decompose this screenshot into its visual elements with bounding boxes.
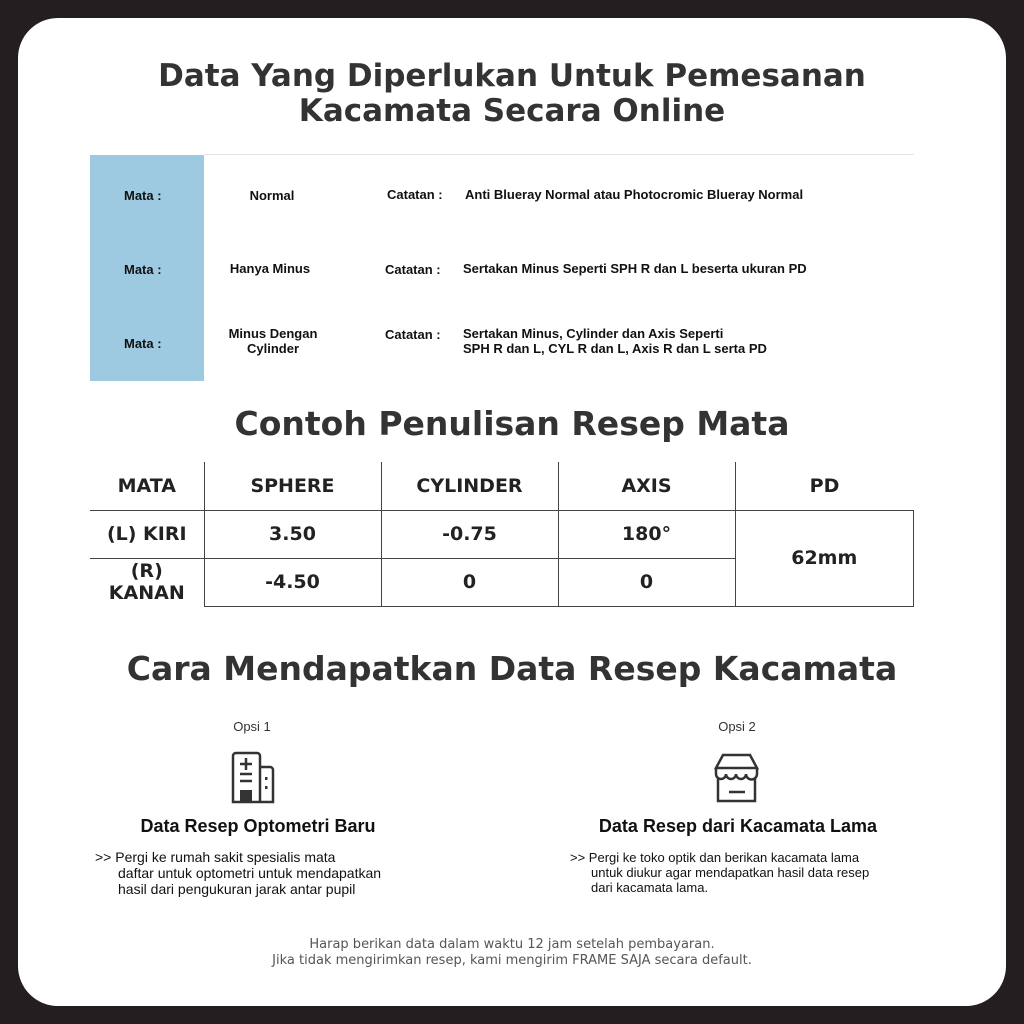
option-desc: >> Pergi ke toko optik dan berikan kacamata lama [570,850,860,865]
option-label: Opsi 2 [718,719,756,734]
option-label: Opsi 1 [233,719,271,734]
req-note: Anti Blueray Normal atau Photocromic Blueray Normal [465,187,804,202]
header-cell: AXIS [558,462,735,510]
req-label: Mata : [124,262,162,277]
cell: (L) KIRI [90,510,204,558]
option-desc: daftar untuk optometri untuk mendapatkan [118,865,382,881]
cell: 3.50 [204,510,381,558]
req-type: Minus Dengan Cylinder [228,326,318,356]
option-desc: untuk diukur agar mendapatkan hasil data resep [591,865,870,880]
option-title: Data Resep Optometri Baru [140,816,376,836]
how-heading: Cara Mendapatkan Data Resep Kacamata [126,649,898,688]
option-desc: hasil dari pengukuran jarak antar pupil [118,881,356,897]
req-label: Mata : [124,336,162,351]
header-cell: MATA [90,462,204,510]
table-row [90,510,914,558]
cell: 0 [558,558,735,606]
option-desc: >> Pergi ke rumah sakit spesialis mata [95,849,336,865]
cell: (R) KANAN [90,558,204,606]
divider [204,154,914,155]
pd-cell: 62mm [735,510,914,606]
cell: 0 [381,558,558,606]
hospital-icon [230,750,280,805]
store-icon [712,752,762,804]
req-type: Hanya Minus [229,261,311,276]
req-note-label: Catatan : [387,187,443,202]
footer-note: Jika tidak mengirimkan resep, kami mengirim FRAME SAJA secara default. [272,953,752,968]
prescription-table [90,462,914,607]
page-title-line2: Kacamata Secara Online [298,93,726,129]
cell: 180° [558,510,735,558]
example-heading: Contoh Penulisan Resep Mata [234,404,790,443]
header-cell: PD [735,462,914,510]
page-title-line1: Data Yang Diperlukan Untuk Pemesanan [158,58,866,94]
req-type: Normal [249,188,295,203]
option-title: Data Resep dari Kacamata Lama [598,816,878,836]
req-note: SPH R dan L, CYL R dan L, Axis R dan L serta PD [463,341,767,356]
table-header-row [90,462,914,510]
cell: -4.50 [204,558,381,606]
req-note: Sertakan Minus, Cylinder dan Axis Seperti [463,326,724,341]
req-note: Sertakan Minus Seperti SPH R dan L beserta ukuran PD [463,261,807,276]
header-cell: SPHERE [204,462,381,510]
cell: -0.75 [381,510,558,558]
req-label: Mata : [124,188,162,203]
header-cell: CYLINDER [381,462,558,510]
req-note-label: Catatan : [385,262,441,277]
footer-note: Harap berikan data dalam waktu 12 jam setelah pembayaran. [309,937,715,952]
req-note-label: Catatan : [385,327,441,342]
option-desc: dari kacamata lama. [591,880,709,895]
